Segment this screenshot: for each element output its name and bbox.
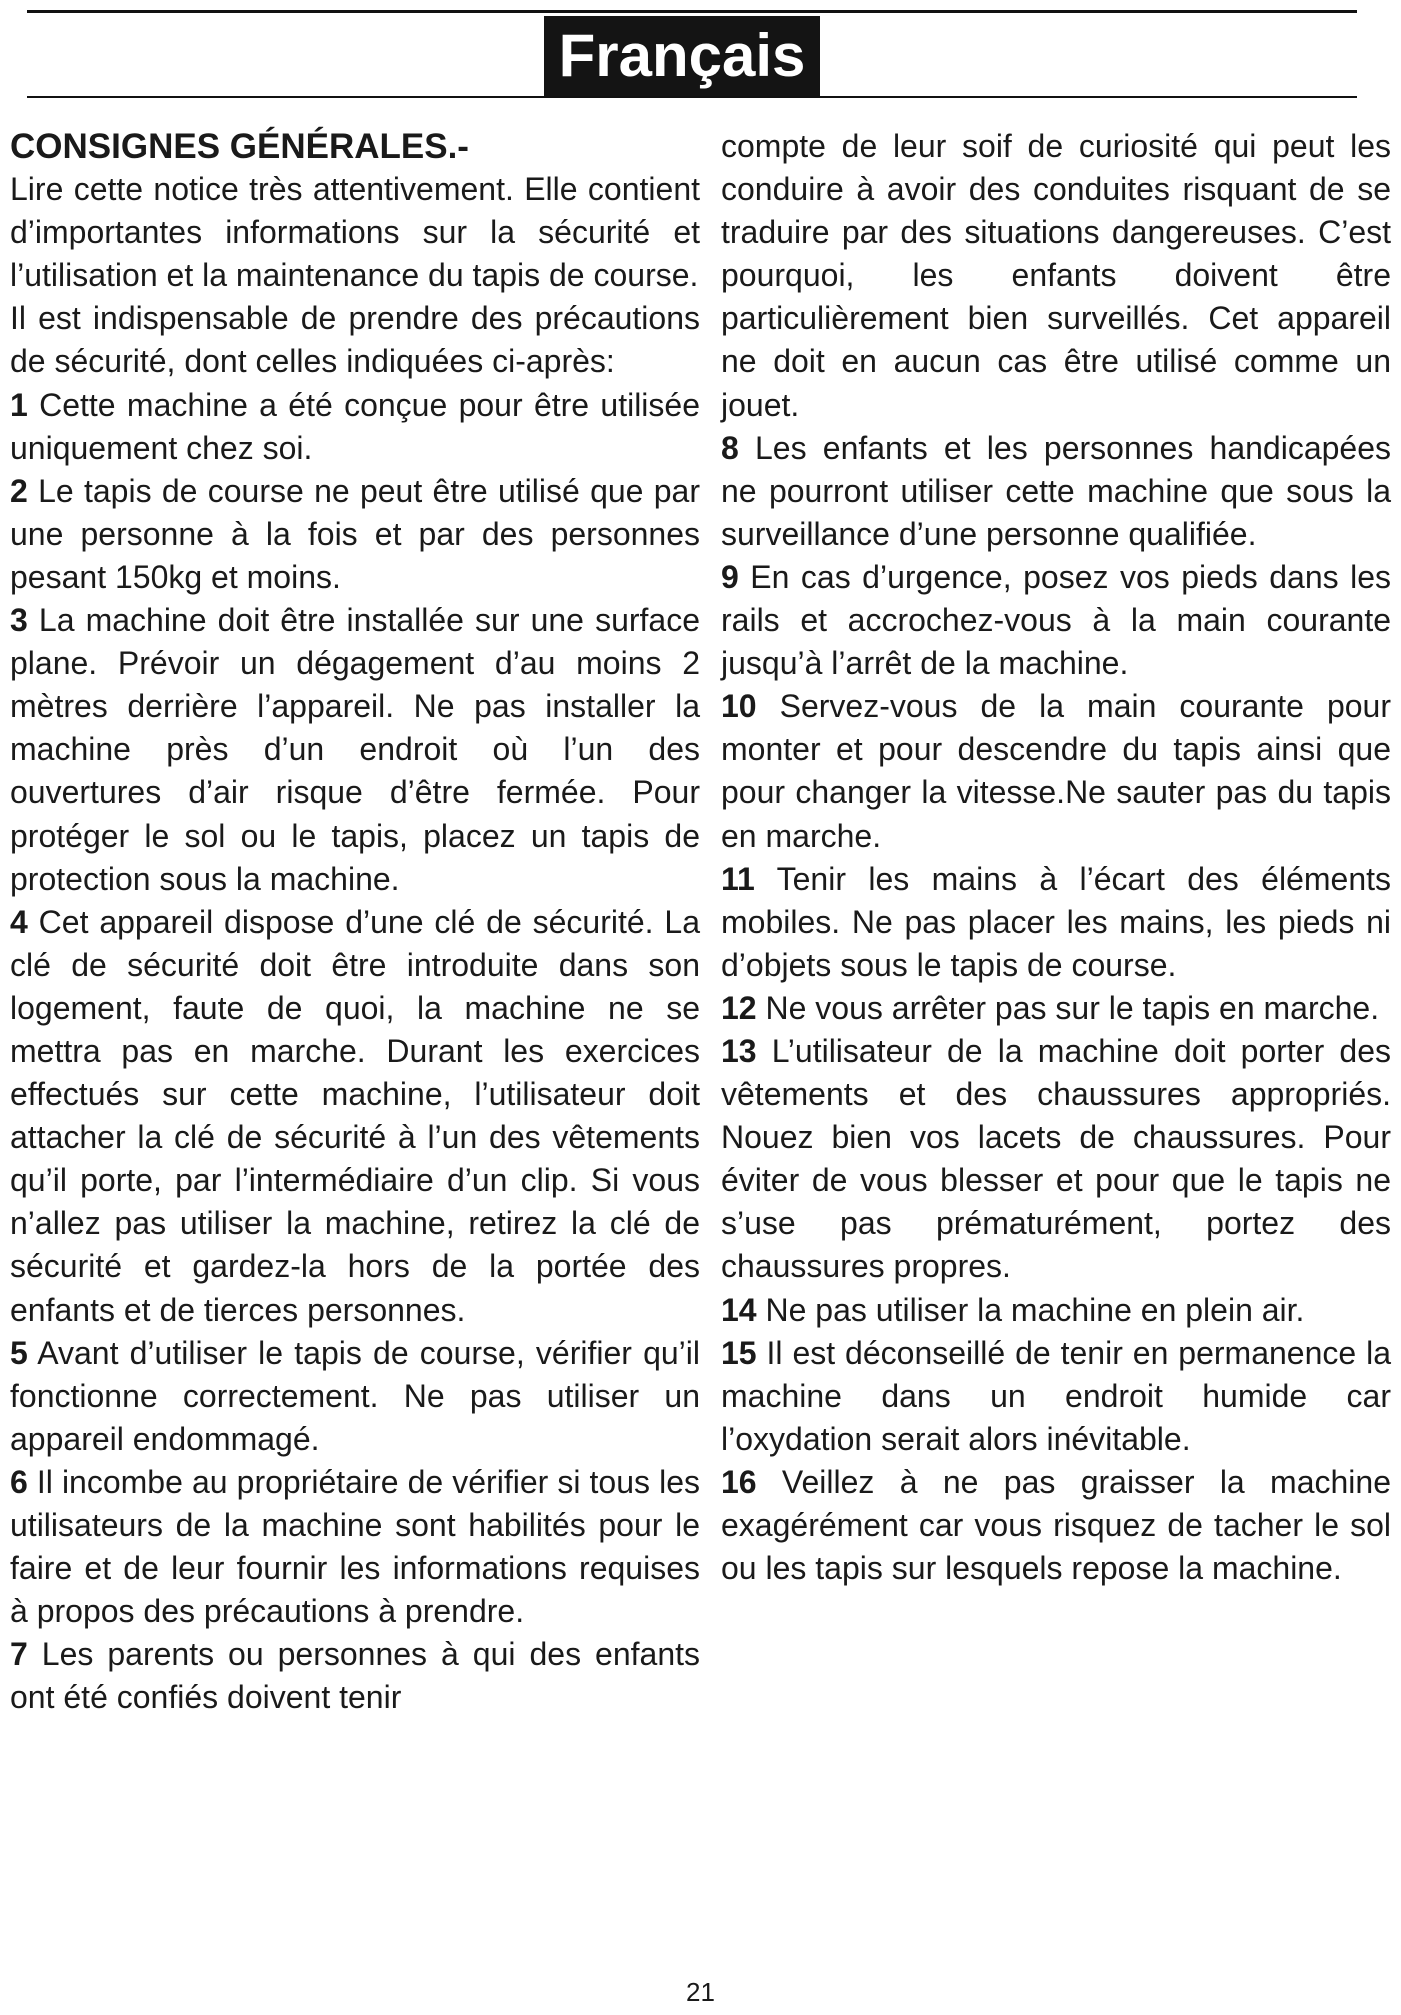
item-text: Le tapis de course ne peut être utilisé que par une personne à la fois et par des personnes pesant 150kg et moins. [10, 472, 701, 595]
continuation-paragraph: compte de leur soif de curiosité qui peut les conduire à avoir des conduites risquant de se traduire par des situations dangereuses. C’est pourquoi, les enfants doivent être particulièrement bien surveillés. Cet appareil ne doit en aucun cas être utilisé comme un jouet. [721, 128, 1391, 423]
instruction-item [721, 1289, 1391, 1332]
instruction-item [10, 470, 700, 599]
instruction-item [721, 427, 1391, 556]
item-text: Cet appareil dispose d’une clé de sécurité. La clé de sécurité doit être introduite dans son logement, faute de quoi, la machine ne se mettra pas en marche. Durant les exercices effectués sur cette machine, l’utilisateur doit attacher la clé de sécurité à l’un des vêtements qu’il porte, par l’intermédiaire d’un clip. Si vous n’allez pas utiliser la machine, retirez la clé de sécurité et gardez-la hors de la portée des enfants et de tierces personnes. [10, 903, 701, 1328]
item-text: Il incombe au propriétaire de vérifier si tous les utilisateurs de la machine sont habilités pour le faire et de leur fournir les informations requises à propos des précautions à prendre. [10, 1463, 701, 1630]
item-number: 7 [10, 1636, 28, 1673]
item-number: 8 [721, 429, 739, 466]
item-text: Ne vous arrêter pas sur le tapis en marche. [765, 989, 1380, 1026]
instruction-item [10, 901, 700, 1332]
item-text: Il est déconseillé de tenir en permanence la machine dans un endroit humide car l’oxydation serait alors inévitable. [721, 1334, 1391, 1457]
item-text: Avant d’utiliser le tapis de course, vérifier qu’il fonctionne correctement. Ne pas utiliser un appareil endommagé. [10, 1334, 700, 1457]
item-text: La machine doit être installée sur une surface plane. Prévoir un dégagement d’au moins 2 mètres derrière l’appareil. Ne pas installer la machine près d’un endroit où l’un des ouvertures d’air risque d’être fermée. Pour protéger le sol ou le tapis, placez un tapis de protection sous la machine. [10, 602, 701, 897]
item-text: Les enfants et les personnes handicapées ne pourront utiliser cette machine que sous la surveillance d’une personne qualifiée. [721, 429, 1391, 552]
item-text: Les parents ou personnes à qui des enfants ont été confiés doivent tenir [10, 1636, 701, 1716]
page-number: 21 [686, 1977, 715, 2007]
item-number: 6 [10, 1463, 28, 1500]
instruction-item [10, 384, 700, 470]
header-bottom-rule [27, 96, 1357, 98]
instruction-item [721, 858, 1391, 987]
section-heading: CONSIGNES GÉNÉRALES.- [10, 127, 469, 166]
item-number: 4 [10, 903, 28, 940]
instruction-item [721, 1332, 1391, 1461]
item-number: 13 [721, 1032, 757, 1069]
item-number: 11 [721, 860, 755, 897]
item-number: 3 [10, 602, 28, 639]
item-number: 10 [721, 688, 757, 725]
header-top-rule [27, 10, 1357, 13]
item-number: 12 [721, 989, 757, 1026]
instruction-item [10, 1633, 700, 1719]
item-text: Servez-vous de la main courante pour monter et pour descendre du tapis ainsi que pour changer la vitesse.Ne sauter pas du tapis en marche. [721, 688, 1392, 854]
item-number: 15 [721, 1334, 757, 1371]
instruction-item [721, 685, 1391, 857]
intro-paragraph: Lire cette notice très attentivement. Elle contient d’importantes informations sur la sécurité et l’utilisation et la maintenance du tapis de course. [10, 171, 700, 294]
item-number: 1 [10, 386, 28, 423]
right-column [721, 125, 1391, 1590]
item-number: 14 [721, 1291, 757, 1328]
instruction-item [10, 1461, 700, 1633]
instruction-item [721, 1030, 1391, 1289]
item-text: En cas d’urgence, posez vos pieds dans les rails et accrochez-vous à la main courante jusqu’à l’arrêt de la machine. [721, 558, 1392, 682]
item-number: 9 [721, 558, 739, 595]
item-text: Cette machine a été conçue pour être utilisée uniquement chez soi. [10, 386, 700, 466]
instruction-item [721, 1461, 1391, 1590]
item-text: Veillez à ne pas graisser la machine exagérément car vous risquez de tacher le sol ou les tapis sur lesquels repose la machine. [721, 1463, 1392, 1587]
item-text: L’utilisateur de la machine doit porter des vêtements et des chaussures appropriés. Nouez bien vos lacets de chaussures. Pour éviter de vous blesser et pour que le tapis ne s’use pas prématurément, portez des chaussures propres. [721, 1032, 1392, 1285]
instruction-item [721, 556, 1391, 685]
left-column [10, 125, 700, 1719]
instruction-item [721, 987, 1391, 1030]
item-number: 2 [10, 472, 28, 509]
item-number: 5 [10, 1334, 28, 1371]
item-number: 16 [721, 1463, 757, 1500]
item-text: Tenir les mains à l’écart des éléments mobiles. Ne pas placer les mains, les pieds ni d’objets sous le tapis de course. [721, 860, 1392, 983]
instruction-item [10, 599, 700, 901]
item-text: Ne pas utiliser la machine en plein air. [765, 1291, 1305, 1328]
intro-paragraph: Il est indispensable de prendre des précautions de sécurité, dont celles indiquées ci-après: [10, 300, 700, 380]
language-tab: Français [544, 16, 820, 96]
instruction-item [10, 1332, 700, 1461]
